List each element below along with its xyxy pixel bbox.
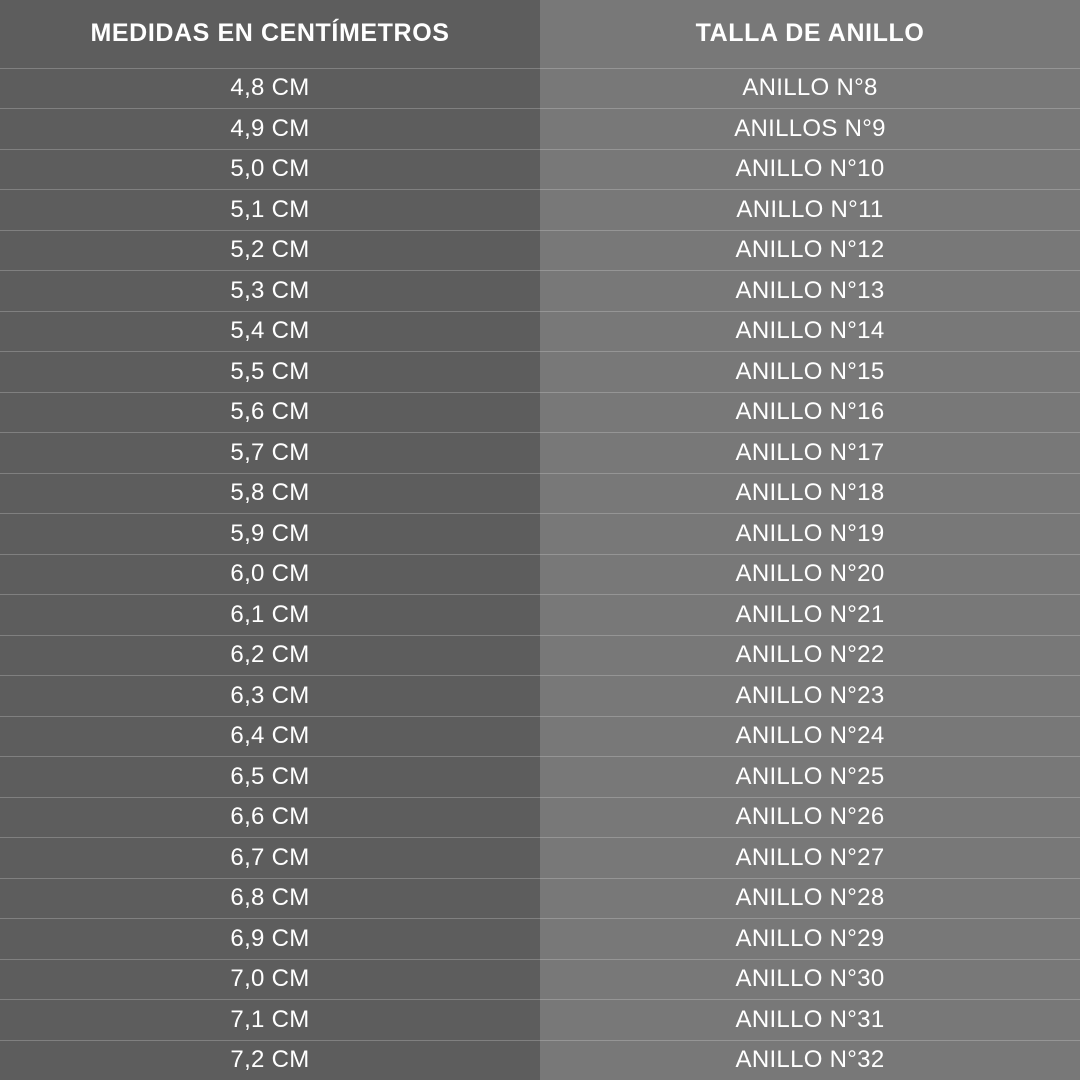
table-row (0, 108, 1080, 149)
cell-measurement: 5,3 CM (230, 276, 310, 304)
cell-measurement: 6,3 CM (230, 681, 310, 709)
table-row (0, 675, 1080, 716)
table-row (0, 149, 1080, 190)
cell-measurement: 6,7 CM (230, 843, 310, 871)
table-row (0, 392, 1080, 433)
table-body (0, 68, 1080, 1080)
cell-measurement: 7,1 CM (230, 1005, 310, 1033)
table-row (0, 797, 1080, 838)
table-row (0, 311, 1080, 352)
table-row (0, 554, 1080, 595)
cell-ring-size: ANILLO N°28 (735, 884, 885, 912)
cell-ring-size: ANILLO N°23 (735, 681, 885, 709)
cell-ring-size: ANILLO N°13 (735, 276, 885, 304)
cell-measurement: 7,2 CM (230, 1046, 310, 1074)
cell-ring-size: ANILLO N°21 (735, 600, 885, 628)
table-row (0, 594, 1080, 635)
cell-ring-size: ANILLOS N°9 (734, 114, 886, 142)
table-row (0, 1040, 1080, 1080)
cell-measurement: 5,5 CM (230, 357, 310, 385)
table-row (0, 230, 1080, 271)
cell-measurement: 4,8 CM (230, 74, 310, 102)
table-row (0, 432, 1080, 473)
table-row (0, 918, 1080, 959)
table-row (0, 68, 1080, 109)
cell-ring-size: ANILLO N°10 (735, 155, 885, 183)
cell-ring-size: ANILLO N°30 (735, 965, 885, 993)
cell-measurement: 5,0 CM (230, 155, 310, 183)
cell-ring-size: ANILLO N°22 (735, 641, 885, 669)
cell-measurement: 7,0 CM (230, 965, 310, 993)
cell-measurement: 5,4 CM (230, 317, 310, 345)
cell-measurement: 6,0 CM (230, 560, 310, 588)
cell-ring-size: ANILLO N°16 (735, 398, 885, 426)
cell-measurement: 6,6 CM (230, 803, 310, 831)
cell-ring-size: ANILLO N°26 (735, 803, 885, 831)
cell-ring-size: ANILLO N°32 (735, 1046, 885, 1074)
cell-ring-size: ANILLO N°20 (735, 560, 885, 588)
cell-ring-size: ANILLO N°29 (735, 924, 885, 952)
cell-measurement: 4,9 CM (230, 114, 310, 142)
table-row (0, 351, 1080, 392)
table-row (0, 189, 1080, 230)
cell-measurement: 6,9 CM (230, 924, 310, 952)
cell-ring-size: ANILLO N°19 (735, 519, 885, 547)
header-ring-size: TALLA DE ANILLO (695, 19, 925, 48)
table-row (0, 635, 1080, 676)
cell-measurement: 6,1 CM (230, 600, 310, 628)
table-row (0, 959, 1080, 1000)
cell-ring-size: ANILLO N°14 (735, 317, 885, 345)
cell-ring-size: ANILLO N°27 (735, 843, 885, 871)
cell-ring-size: ANILLO N°18 (735, 479, 885, 507)
cell-ring-size: ANILLO N°12 (735, 236, 885, 264)
cell-ring-size: ANILLO N°17 (735, 438, 885, 466)
cell-measurement: 5,7 CM (230, 438, 310, 466)
cell-measurement: 6,5 CM (230, 762, 310, 790)
header-measurements: MEDIDAS EN CENTÍMETROS (90, 19, 450, 48)
table-row (0, 878, 1080, 919)
table-row (0, 999, 1080, 1040)
cell-ring-size: ANILLO N°31 (735, 1005, 885, 1033)
table-row (0, 837, 1080, 878)
cell-ring-size: ANILLO N°15 (735, 357, 885, 385)
table-row (0, 473, 1080, 514)
cell-measurement: 5,6 CM (230, 398, 310, 426)
table-row (0, 270, 1080, 311)
table-header-row (0, 0, 1080, 68)
cell-measurement: 6,2 CM (230, 641, 310, 669)
cell-measurement: 6,4 CM (230, 722, 310, 750)
cell-ring-size: ANILLO N°8 (742, 74, 878, 102)
table-row (0, 513, 1080, 554)
cell-measurement: 6,8 CM (230, 884, 310, 912)
table-row (0, 756, 1080, 797)
cell-measurement: 5,2 CM (230, 236, 310, 264)
cell-ring-size: ANILLO N°24 (735, 722, 885, 750)
cell-measurement: 5,1 CM (230, 195, 310, 223)
table-row (0, 716, 1080, 757)
cell-measurement: 5,9 CM (230, 519, 310, 547)
cell-ring-size: ANILLO N°11 (736, 195, 884, 223)
cell-measurement: 5,8 CM (230, 479, 310, 507)
cell-ring-size: ANILLO N°25 (735, 762, 885, 790)
